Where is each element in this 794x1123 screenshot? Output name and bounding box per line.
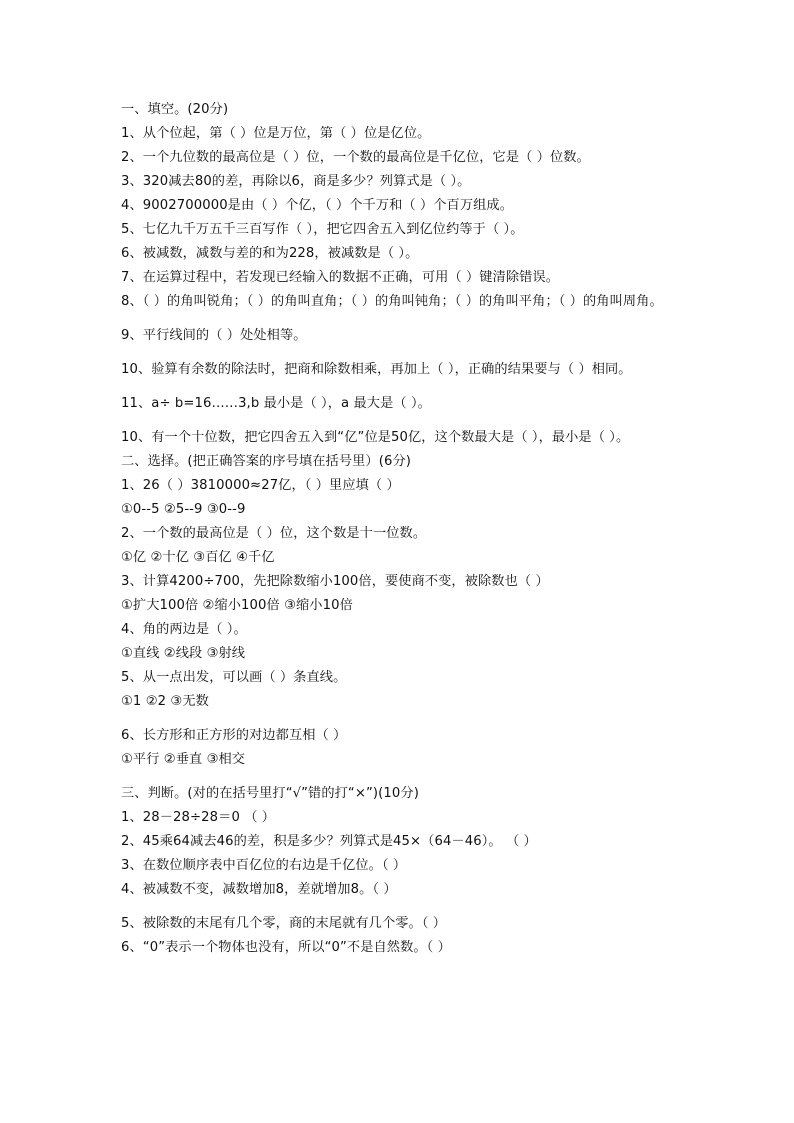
answer-options: ①0--5 ②5--9 ③0--9 bbox=[121, 502, 246, 517]
question: 3、在数位顺序表中百亿位的右边是千亿位。（ ） bbox=[121, 858, 407, 873]
question: 3、320减去80的差，再除以6，商是多少？列算式是（ ）。 bbox=[121, 174, 471, 189]
question: 5、七亿九千万五千三百写作（ ），把它四舍五入到亿位约等于（ ）。 bbox=[121, 222, 524, 237]
question: 6、“0”表示一个物体也没有，所以“0”不是自然数。（ ） bbox=[121, 940, 451, 955]
question: 1、从个位起，第（ ）位是万位，第（ ）位是亿位。 bbox=[121, 126, 431, 141]
section-judge-title: 三、判断。(对的在括号里打“√”错的打“×”)(10分) bbox=[121, 786, 419, 801]
question: 2、一个数的最高位是（ ）位，这个数是十一位数。 bbox=[121, 526, 427, 541]
question: 1、26（ ）3810000≈27亿，（ ）里应填（ ） bbox=[121, 478, 400, 493]
question: 11、a÷ b=16……3,b 最小是（ ），a 最大是（ ）。 bbox=[121, 396, 431, 411]
answer-options: ①扩大100倍 ②缩小100倍 ③缩小10倍 bbox=[121, 598, 353, 613]
question: 5、从一点出发，可以画（ ）条直线。 bbox=[121, 670, 347, 685]
question: 5、被除数的末尾有几个零，商的末尾就有几个零。（ ） bbox=[121, 916, 447, 931]
section-choice-title: 二、选择。(把正确答案的序号填在括号里）(6分) bbox=[121, 454, 411, 469]
answer-options: ①亿 ②十亿 ③百亿 ④千亿 bbox=[121, 550, 275, 565]
question: 10、有一个十位数，把它四舍五入到“亿”位是50亿，这个数最大是（ ），最小是（ ）。 bbox=[121, 430, 630, 445]
answer-options: ①1 ②2 ③无数 bbox=[121, 694, 209, 709]
question: 6、长方形和正方形的对边都互相（ ） bbox=[121, 728, 347, 743]
question: 2、一个九位数的最高位是（ ）位，一个数的最高位是千亿位，它是（ ）位数。 bbox=[121, 150, 590, 165]
section-fill-blank-title: 一、填空。(20分) bbox=[121, 102, 229, 117]
question: 9、平行线间的（ ）处处相等。 bbox=[121, 328, 307, 343]
question: 4、9002700000是由（ ）个亿，（ ）个千万和（ ）个百万组成。 bbox=[121, 198, 513, 213]
question: 2、45乘64减去46的差，积是多少？列算式是45×（64－46）。 （ ） bbox=[121, 834, 537, 849]
answer-options: ①直线 ②线段 ③射线 bbox=[121, 646, 246, 661]
question: 3、计算4200÷700，先把除数缩小100倍，要使商不变，被除数也（ ） bbox=[121, 574, 549, 589]
answer-options: ①平行 ②垂直 ③相交 bbox=[121, 752, 246, 767]
question: 7、在运算过程中，若发现已经输入的数据不正确，可用（ ）键清除错误。 bbox=[121, 270, 559, 285]
question: 6、被减数，减数与差的和为228，被减数是（ ）。 bbox=[121, 246, 419, 261]
question: 1、28－28÷28＝0 （ ） bbox=[121, 810, 276, 825]
question: 8、（ ）的角叫锐角；（ ）的角叫直角；（ ）的角叫钝角；（ ）的角叫平角；（ ）的角叫周角。 bbox=[121, 294, 663, 309]
question: 10、验算有余数的除法时，把商和除数相乘，再加上（ ），正确的结果要与（ ）相同。 bbox=[121, 362, 632, 377]
question: 4、被减数不变，减数增加8，差就增加8。（ ） bbox=[121, 882, 397, 897]
worksheet bbox=[121, 98, 681, 960]
question: 4、角的两边是（ ）。 bbox=[121, 622, 247, 637]
